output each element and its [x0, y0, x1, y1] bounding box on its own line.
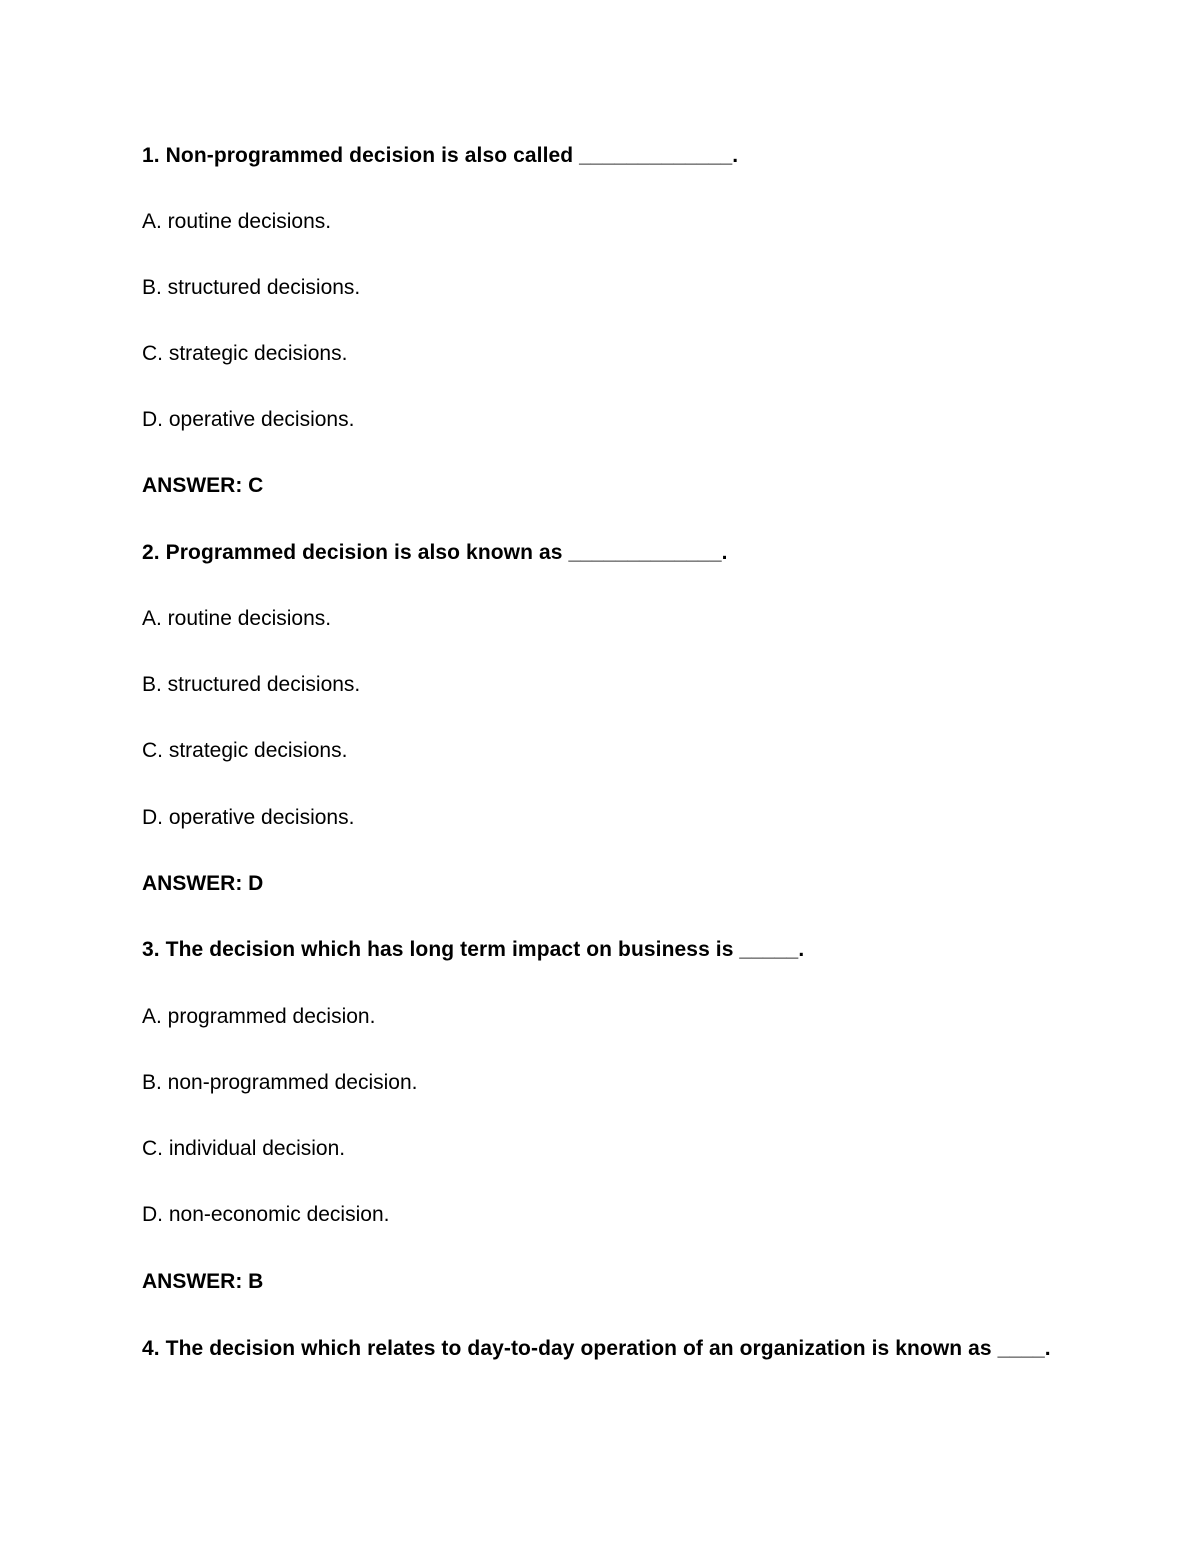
question-3-option-a: A. programmed decision. — [142, 1005, 376, 1028]
question-2-answer: ANSWER: D — [142, 872, 264, 895]
question-1-answer: ANSWER: C — [142, 474, 264, 497]
question-3-option-d: D. non-economic decision. — [142, 1203, 390, 1226]
question-2-option-d: D. operative decisions. — [142, 806, 355, 829]
question-1-option-a: A. routine decisions. — [142, 210, 332, 233]
question-3-option-b: B. non-programmed decision. — [142, 1071, 418, 1094]
question-3-answer: ANSWER: B — [142, 1270, 264, 1293]
question-1-text: 1. Non-programmed decision is also called _____________. — [142, 144, 739, 167]
question-1-option-d: D. operative decisions. — [142, 408, 355, 431]
question-2-text: 2. Programmed decision is also known as _____________. — [142, 541, 728, 564]
question-1-option-c: C. strategic decisions. — [142, 342, 348, 365]
question-2-option-a: A. routine decisions. — [142, 607, 332, 630]
question-3-option-c: C. individual decision. — [142, 1137, 346, 1160]
question-2-option-b: B. structured decisions. — [142, 673, 361, 696]
question-2-option-c: C. strategic decisions. — [142, 739, 348, 762]
question-4-text: 4. The decision which relates to day-to-day operation of an organization is known as ____. — [142, 1337, 1051, 1360]
question-3-text: 3. The decision which has long term impact on business is _____. — [142, 938, 805, 961]
question-1-option-b: B. structured decisions. — [142, 276, 361, 299]
